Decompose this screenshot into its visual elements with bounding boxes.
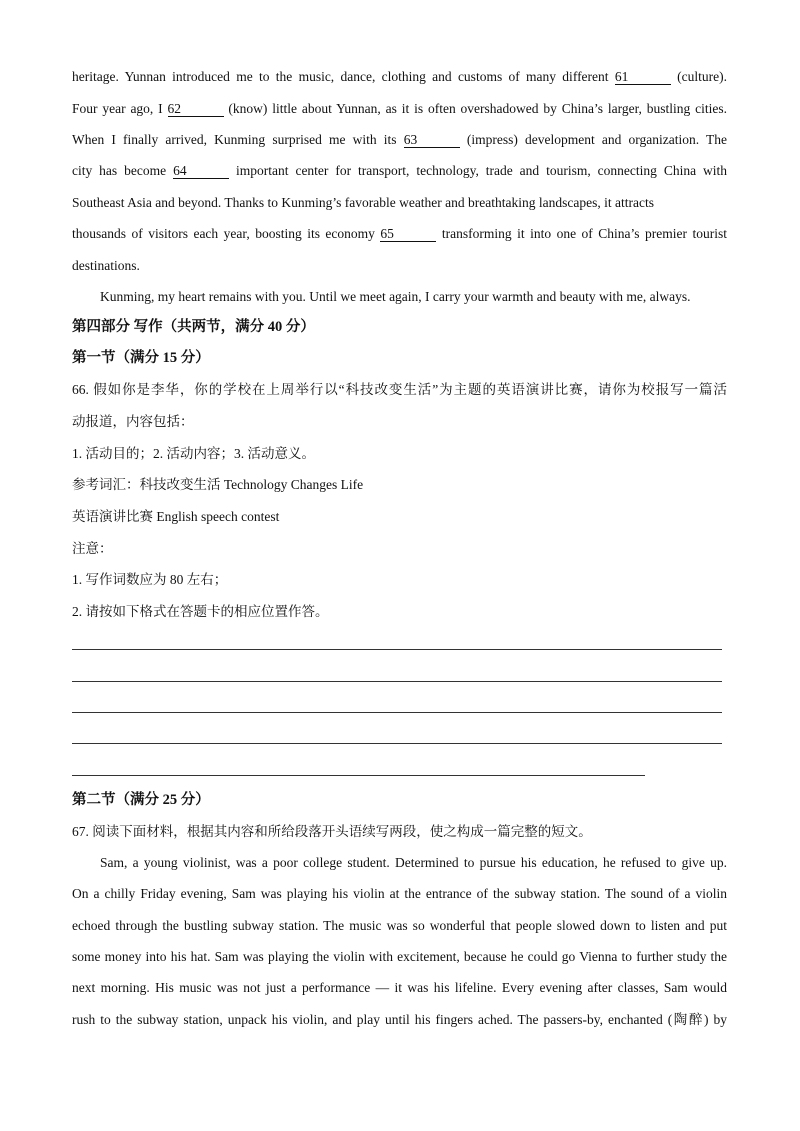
answer-line (72, 743, 722, 744)
q67-line: On a chilly Friday evening, Sam was playing his violin at the entrance of the subway station. The sound of a violin (72, 886, 727, 901)
passage-line (72, 131, 727, 149)
text: (know) little about Yunnan, as it is often overshadowed by China’s larger, bustling cities. (228, 101, 727, 116)
part-title: 第四部分 写作（共两节，满分 40 分） (72, 319, 315, 335)
q67-line: next morning. His music was not just a performance — it was his lifeline. Every evening after classes, Sam would (72, 980, 727, 995)
passage-line: destinations. (72, 258, 140, 273)
q67-intro: 67. 阅读下面材料，根据其内容和所给段落开头语续写两段，使之构成一篇完整的短文。 (72, 824, 592, 839)
text: important center for transport, technology, trade and tourism, connecting China with (236, 163, 727, 178)
blank-62: 62 (168, 102, 224, 117)
q67-line: rush to the subway station, unpack his violin, and play until his fingers ached. The passers-by, enchanted (陶醉) by (72, 1012, 727, 1027)
answer-line (72, 775, 645, 776)
blank-61: 61 (615, 70, 671, 85)
text: (impress) development and organization. The (466, 132, 727, 147)
q66-line: 2. 请按如下格式在答题卡的相应位置作答。 (72, 604, 329, 619)
q67-line: some money into his hat. Sam was playing the violin with excitement, because he could go Vienna to further study the (72, 949, 727, 964)
text: (culture). (677, 69, 727, 84)
passage-line: Southeast Asia and beyond. Thanks to Kunming’s favorable weather and breathtaking landscapes, it attracts (72, 195, 654, 210)
text: thousands of visitors each year, boosting its economy (72, 226, 375, 241)
passage-line: Kunming, my heart remains with you. Until we meet again, I carry your warmth and beauty with me, always. (100, 289, 691, 304)
blank-65: 65 (380, 227, 436, 242)
text: heritage. Yunnan introduced me to the music, dance, clothing and customs of many different (72, 69, 609, 84)
blank-63: 63 (404, 133, 460, 148)
passage-line (72, 162, 727, 180)
q67-line: Sam, a young violinist, was a poor college student. Determined to pursue his education, he refused to give up. (100, 855, 727, 870)
q66-line: 1. 活动目的；2. 活动内容；3. 活动意义。 (72, 446, 315, 461)
passage-line (72, 225, 727, 243)
passage-line (72, 100, 727, 118)
text: When I finally arrived, Kunming surprised me with its (72, 132, 397, 147)
q66-line: 注意： (72, 541, 113, 556)
blank-64: 64 (173, 164, 229, 179)
q67-line: echoed through the bustling subway station. The music was so wonderful that people slowed down to listen and put (72, 918, 727, 933)
section1-title: 第一节（满分 15 分） (72, 350, 210, 366)
text: city has become (72, 163, 167, 178)
q66-line: 参考词汇：科技改变生活 Technology Changes Life (72, 477, 364, 492)
q66-line: 1. 写作词数应为 80 左右； (72, 572, 228, 587)
section2-title: 第二节（满分 25 分） (72, 792, 210, 808)
answer-line (72, 681, 722, 682)
q66-line: 动报道，内容包括： (72, 414, 194, 429)
answer-line (72, 712, 722, 713)
passage-line (72, 68, 727, 86)
q66-line: 66. 假如你是李华，你的学校在上周举行以“科技改变生活”为主题的英语演讲比赛，请你为校报写一篇活 (72, 382, 727, 397)
text: Four year ago, I (72, 101, 163, 116)
answer-line (72, 649, 722, 650)
q66-line: 英语演讲比赛 English speech contest (72, 509, 280, 524)
text: transforming it into one of China’s premier tourist (441, 226, 727, 241)
